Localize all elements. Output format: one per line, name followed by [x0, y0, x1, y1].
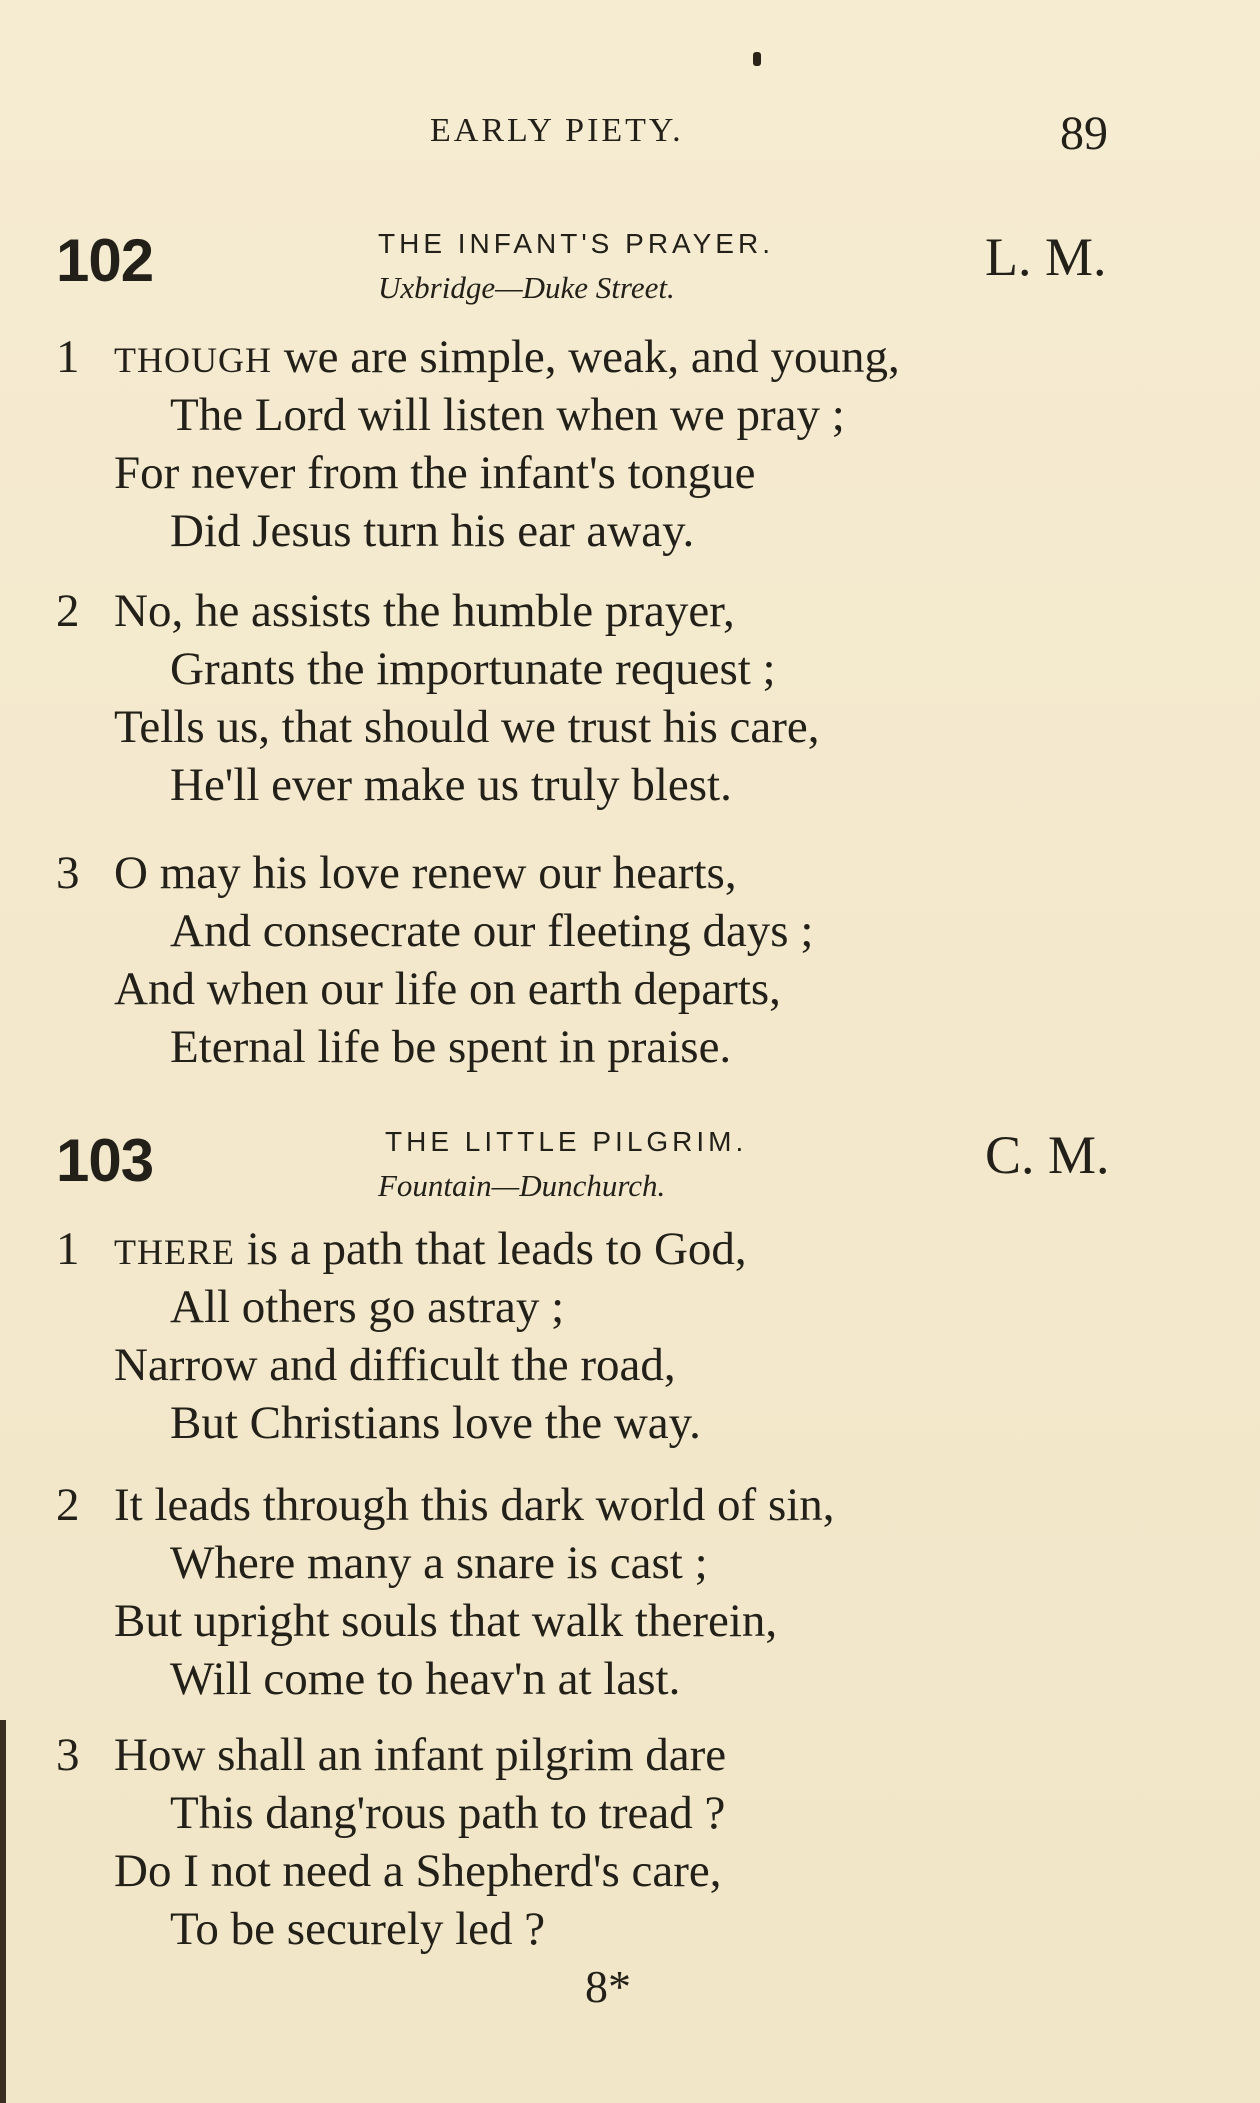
verse-line: This dang'rous path to tread ?	[170, 1787, 726, 1839]
verse-line: Narrow and difficult the road,	[114, 1339, 676, 1391]
verse-line: Do I not need a Shepherd's care,	[114, 1845, 722, 1897]
verse-number: 3	[56, 847, 80, 899]
hymn-number: 102	[56, 227, 154, 294]
hymn-number: 103	[56, 1127, 154, 1194]
hymn-meter: C. M.	[985, 1125, 1110, 1185]
verse-line	[114, 1222, 747, 1276]
verse-number: 1	[56, 331, 80, 383]
verse-line: The Lord will listen when we pray ;	[170, 389, 845, 441]
first-word-smallcaps: THERE	[114, 1232, 235, 1272]
verse-line: Eternal life be spent in praise.	[170, 1021, 732, 1073]
verse-line: All others go astray ;	[170, 1281, 565, 1333]
hymn-tune: Uxbridge—Duke Street.	[378, 270, 675, 305]
verse-line: How shall an infant pilgrim dare	[114, 1729, 727, 1781]
verse-line: Did Jesus turn his ear away.	[170, 505, 695, 557]
verse-line: Tells us, that should we trust his care,	[114, 701, 820, 753]
verse-line: But upright souls that walk therein,	[114, 1595, 778, 1647]
verse-line: But Christians love the way.	[170, 1397, 701, 1449]
verse-number: 3	[56, 1729, 80, 1781]
print-mark	[753, 52, 761, 66]
verse-line: And when our life on earth departs,	[114, 963, 781, 1015]
signature-mark: 8*	[585, 1961, 631, 2012]
verse-line: O may his love renew our hearts,	[114, 847, 737, 899]
verse-line: It leads through this dark world of sin,	[114, 1479, 835, 1531]
verse-line: To be securely led ?	[170, 1903, 546, 1955]
running-head: EARLY PIETY.	[430, 112, 684, 149]
verse-number: 2	[56, 1479, 80, 1531]
first-line-rest: is a path that leads to God,	[234, 1223, 747, 1275]
hymn-tune: Fountain—Dunchurch.	[378, 1168, 666, 1203]
verse-line: He'll ever make us truly blest.	[170, 759, 732, 811]
verse-line: No, he assists the humble prayer,	[114, 585, 735, 637]
verse-line: Where many a snare is cast ;	[170, 1537, 708, 1589]
verse-line	[114, 330, 900, 384]
verse-number: 2	[56, 585, 80, 637]
verse-number: 1	[56, 1223, 80, 1275]
page-edge-shadow	[0, 1720, 6, 2103]
page-number: 89	[1060, 107, 1108, 160]
hymn-title: THE LITTLE PILGRIM.	[385, 1126, 748, 1157]
verse-line: For never from the infant's tongue	[114, 447, 756, 499]
verse-line: And consecrate our fleeting days ;	[170, 905, 814, 957]
verse-line: Will come to heav'n at last.	[170, 1653, 681, 1705]
verse-line: Grants the importunate request ;	[170, 643, 776, 695]
hymn-meter: L. M.	[985, 227, 1107, 287]
first-word-smallcaps: THOUGH	[114, 340, 272, 380]
hymn-title: THE INFANT'S PRAYER.	[378, 228, 774, 259]
first-line-rest: we are simple, weak, and young,	[271, 331, 900, 383]
